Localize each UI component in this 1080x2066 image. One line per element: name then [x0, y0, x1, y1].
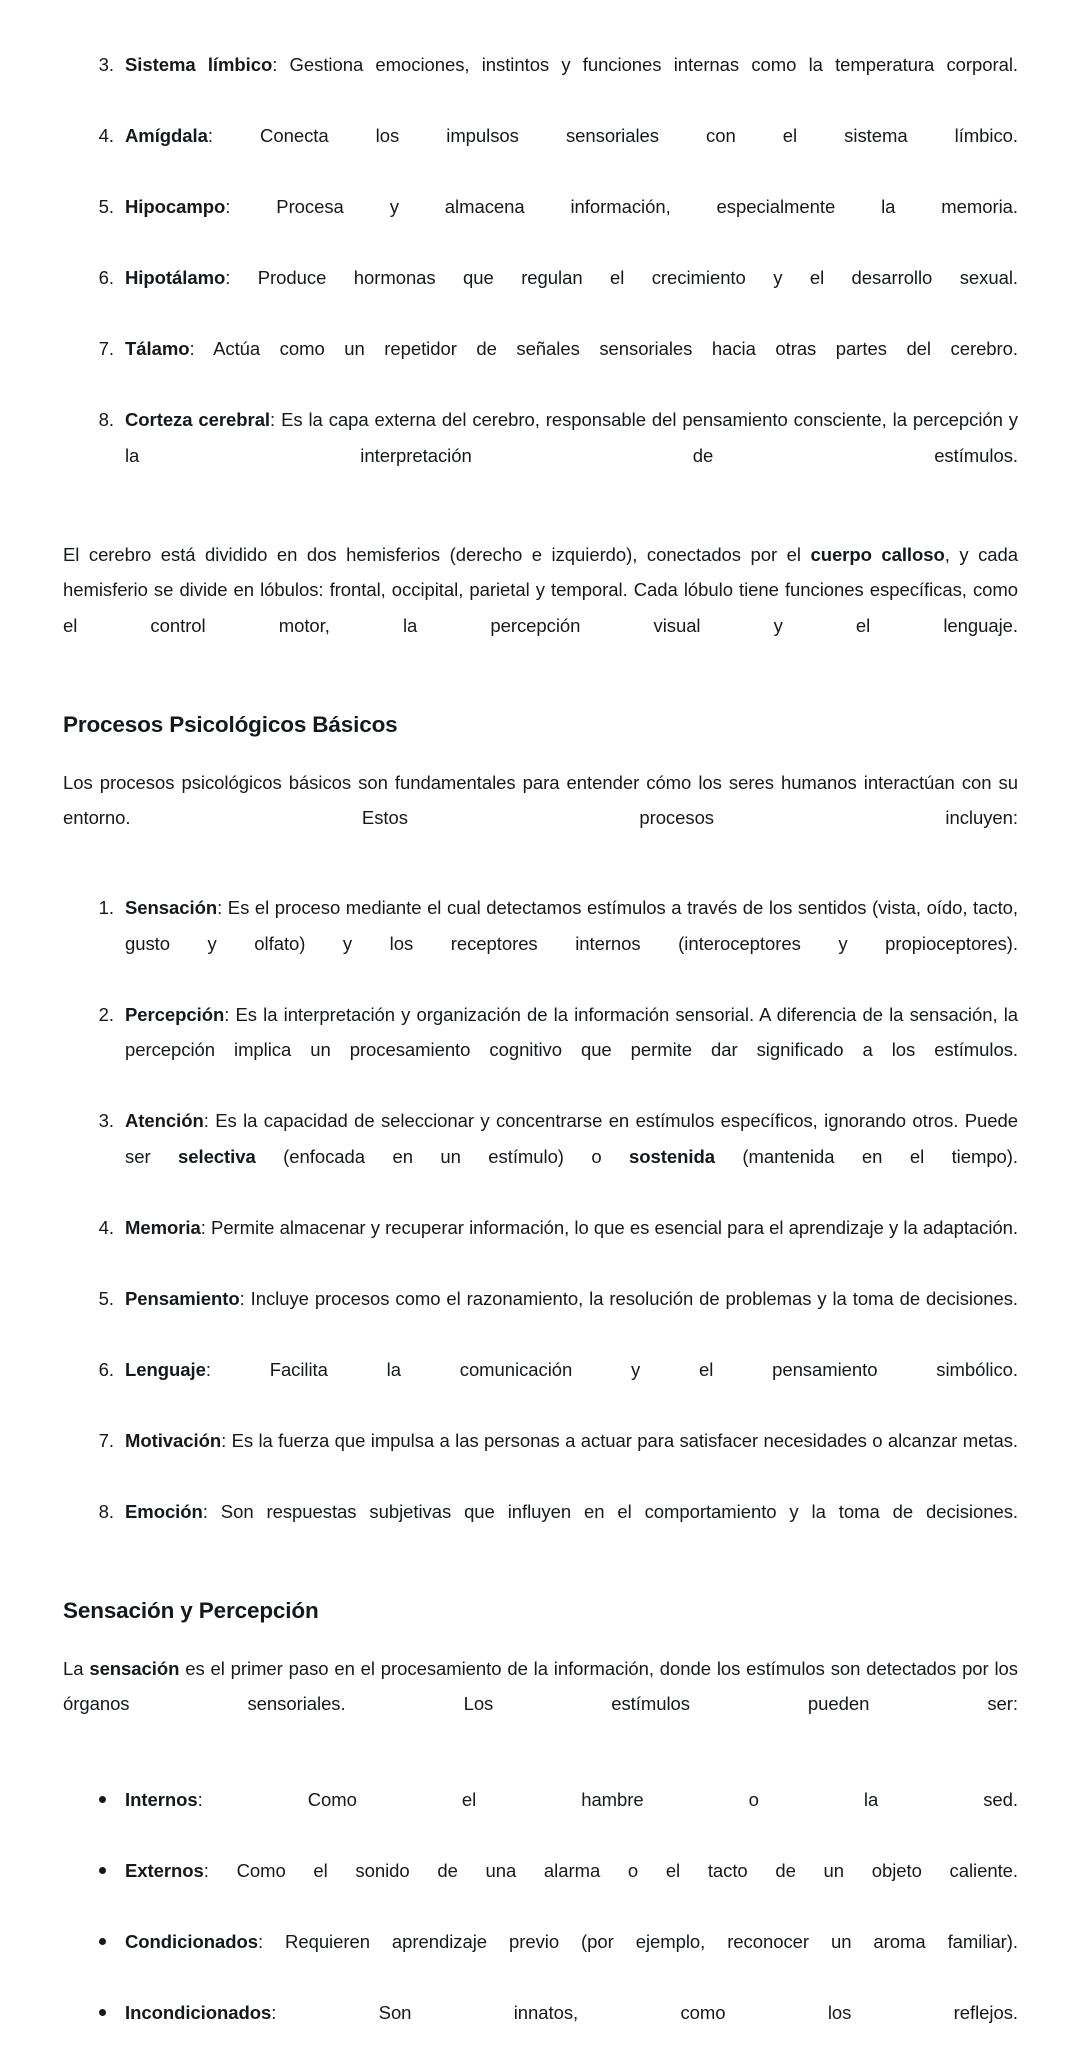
list-item-body [125, 409, 1018, 501]
list-item-term: Lenguaje [125, 1358, 206, 1380]
list-item-term: Percepción [125, 1003, 225, 1025]
list-item [63, 1782, 1018, 1853]
list-item-text: Actúa como un repetidor de señales sensoriales hacia otras partes del cerebro. [213, 338, 1018, 359]
list-item-text-part-2: (enfocada en un estímulo) o [255, 1145, 630, 1167]
list-item-separator: : [225, 267, 258, 288]
list-item-term: Externos [125, 1860, 204, 1881]
list-item-term: Condicionados [125, 1931, 258, 1952]
list-item-text: Son innatos, como los reflejos. [378, 2002, 1018, 2023]
list-item-body [125, 1004, 1018, 1096]
list-marker: 7. [98, 1429, 114, 1451]
bullet-icon [93, 1853, 111, 1889]
paragraph-text-part-2: es el primer paso en el procesamiento de la información, donde los estímulos son detectados por los órganos sensoriales. Los estímulos pueden ser: [63, 1657, 1018, 1714]
list-marker: 5. [98, 1287, 114, 1309]
list-marker: 8. [98, 1500, 114, 1522]
list-item-text: Conecta los impulsos sensoriales con el sistema límbico. [260, 125, 1018, 146]
list-item-term: Atención [125, 1110, 204, 1131]
list-item-separator: : [221, 1429, 232, 1451]
list-marker: 6. [98, 1358, 114, 1380]
list-item-term: Emoción [125, 1500, 203, 1522]
list-item-text: Es la fuerza que impulsa a las personas a actuar para satisfacer necesidades o alcanzar metas. [231, 1429, 1018, 1451]
list-item-term: Sistema límbico [125, 54, 273, 75]
section-heading-procesos: Procesos Psicológicos Básicos [63, 711, 398, 737]
list-item-text: Gestiona emociones, instintos y funciones internas como la temperatura corporal. [289, 54, 1019, 75]
list-item [63, 997, 1018, 1104]
list-item-separator: : [203, 1110, 216, 1131]
paragraph-bold-sensacion: sensación [89, 1657, 180, 1679]
list-item-separator: : [207, 125, 261, 146]
list-item-term: Tálamo [125, 338, 190, 359]
list-item-term: Memoria [125, 1216, 201, 1238]
list-item-term: Motivación [125, 1429, 222, 1451]
list-item [63, 890, 1018, 997]
list-item-body [125, 338, 1018, 395]
list-item-text: Es la interpretación y organización de la información sensorial. A diferencia de la sensación, la percepción implica un procesamiento cognitivo que permite dar significado a los estímulos. [125, 1003, 1018, 1060]
list-item-separator: : [270, 409, 282, 430]
list-item-separator: : [224, 1003, 236, 1025]
brain-structures-list [63, 47, 1018, 509]
list-item [63, 47, 1018, 118]
list-item-text: Es el proceso mediante el cual detectamos estímulos a través de los sentidos (vista, oído, tacto, gusto y olfato) y los receptores internos (interoceptores y propioceptores). [125, 897, 1018, 954]
list-item-text: Permite almacenar y recuperar información, lo que es esencial para el aprendizaje y la adaptación. [211, 1216, 1018, 1238]
bullet-icon [93, 1782, 111, 1818]
list-item-text-part-1: Es la capacidad de seleccionar y concentrarse en estímulos específicos, ignorando otros. Puede ser [125, 1110, 1018, 1167]
list-item [63, 1210, 1018, 1281]
procesos-intro-paragraph: Los procesos psicológicos básicos son fundamentales para entender cómo los seres humanos interactúan con su entorno. Estos procesos incluyen: [63, 771, 1018, 828]
list-item-term: Pensamiento [125, 1287, 240, 1309]
list-item [63, 1103, 1018, 1210]
list-item-text: Como el hambre o la sed. [307, 1789, 1018, 1810]
list-item-body [125, 1288, 1018, 1345]
list-item-term: Hipotálamo [125, 267, 226, 288]
list-item-body [125, 1217, 1018, 1274]
list-marker: 3. [98, 54, 114, 75]
list-item-text: Facilita la comunicación y el pensamiento simbólico. [269, 1358, 1018, 1380]
list-item-separator: : [189, 338, 214, 359]
list-marker: 6. [98, 267, 114, 288]
list-item-body [125, 1359, 1018, 1416]
list-item-term: Incondicionados [125, 2002, 272, 2023]
list-item-bold-sostenida: sostenida [629, 1145, 715, 1167]
section-heading-sensacion: Sensación y Percepción [63, 1597, 319, 1623]
list-marker: 1. [98, 897, 114, 918]
list-marker: 4. [98, 1216, 114, 1238]
list-item-separator: : [200, 1216, 212, 1238]
list-item-body [125, 125, 1018, 182]
list-item-text: Es la capa externa del cerebro, responsable del pensamiento consciente, la percepción y la interpretación de estímulos. [125, 409, 1019, 466]
list-item-separator: : [257, 1931, 286, 1952]
list-item-separator: : [239, 1287, 251, 1309]
list-item [63, 402, 1018, 509]
list-item-separator: : [272, 54, 290, 75]
list-item [63, 1281, 1018, 1352]
list-item [63, 1423, 1018, 1494]
list-item-separator: : [217, 897, 228, 918]
hemispheres-paragraph [63, 537, 1018, 679]
list-item [63, 1494, 1018, 1565]
paragraph-text-part-1: El cerebro está dividido en dos hemisferios (derecho e izquierdo), conectados por el [63, 543, 811, 565]
list-item-body [125, 54, 1018, 111]
list-marker: 2. [98, 1003, 114, 1025]
list-item-term: Amígdala [125, 125, 208, 146]
list-item-term: Internos [125, 1789, 198, 1810]
paragraph-text-part-1: La [63, 1657, 90, 1679]
list-marker: 5. [98, 196, 114, 217]
list-item-body [125, 1860, 1018, 1917]
list-item-term: Corteza cerebral [125, 409, 271, 430]
list-item-text: Son respuestas subjetivas que influyen en el comportamiento y la toma de decisiones. [220, 1500, 1018, 1522]
list-item-body [125, 1110, 1018, 1202]
list-marker: 7. [98, 338, 114, 359]
list-item-term: Hipocampo [125, 196, 226, 217]
list-item [63, 331, 1018, 402]
list-item-bold-selectiva: selectiva [178, 1145, 256, 1167]
list-item-body [125, 1789, 1018, 1846]
list-item-text: Procesa y almacena información, especialmente la memoria. [276, 196, 1018, 217]
list-item-text-part-3: (mantenida en el tiempo). [714, 1145, 1018, 1167]
list-item-separator: : [205, 1358, 270, 1380]
list-item-body [125, 1931, 1018, 1988]
procesos-list [63, 890, 1018, 1565]
list-item [63, 1352, 1018, 1423]
list-item-separator: : [203, 1860, 237, 1881]
list-item [63, 1853, 1018, 1924]
list-item-body [125, 1501, 1018, 1558]
list-item-text: Produce hormonas que regulan el crecimiento y el desarrollo sexual. [257, 267, 1018, 288]
list-item-text: Requieren aprendizaje previo (por ejemplo, reconocer un aroma familiar). [285, 1931, 1018, 1952]
list-item-body [125, 897, 1018, 989]
list-item-separator: : [202, 1500, 221, 1522]
list-marker: 4. [98, 125, 114, 146]
list-item-text: Incluye procesos como el razonamiento, la resolución de problemas y la toma de decisiones. [250, 1287, 1018, 1309]
list-marker: 3. [98, 1110, 114, 1131]
list-marker: 8. [98, 409, 114, 430]
list-item-separator: : [225, 196, 277, 217]
list-item-separator: : [197, 1789, 308, 1810]
sensacion-intro-paragraph [63, 1651, 1018, 1758]
list-item-body [125, 196, 1018, 253]
list-item-body [125, 267, 1018, 324]
list-item-text: Como el sonido de una alarma o el tacto de un objeto caliente. [236, 1860, 1018, 1881]
bullet-icon [93, 1995, 111, 2031]
list-item [63, 118, 1018, 189]
list-item-body [125, 1430, 1018, 1487]
list-item-separator: : [271, 2002, 379, 2023]
list-item [63, 260, 1018, 331]
paragraph-bold-corpus-callosum: cuerpo calloso [810, 543, 945, 565]
list-item-term: Sensación [125, 897, 218, 918]
list-item [63, 189, 1018, 260]
bullet-icon [93, 1924, 111, 1960]
list-item-body [125, 2002, 1018, 2059]
list-item [63, 1924, 1018, 1995]
paragraph-text-part-2: , y cada hemisferio se divide en lóbulos: frontal, occipital, parietal y temporal. Cada lóbulo tiene funciones específicas, como el control motor, la percepción visual y el lenguaje. [63, 543, 1018, 636]
estimulos-bullet-list [63, 1782, 1018, 2066]
list-item [63, 1995, 1018, 2066]
